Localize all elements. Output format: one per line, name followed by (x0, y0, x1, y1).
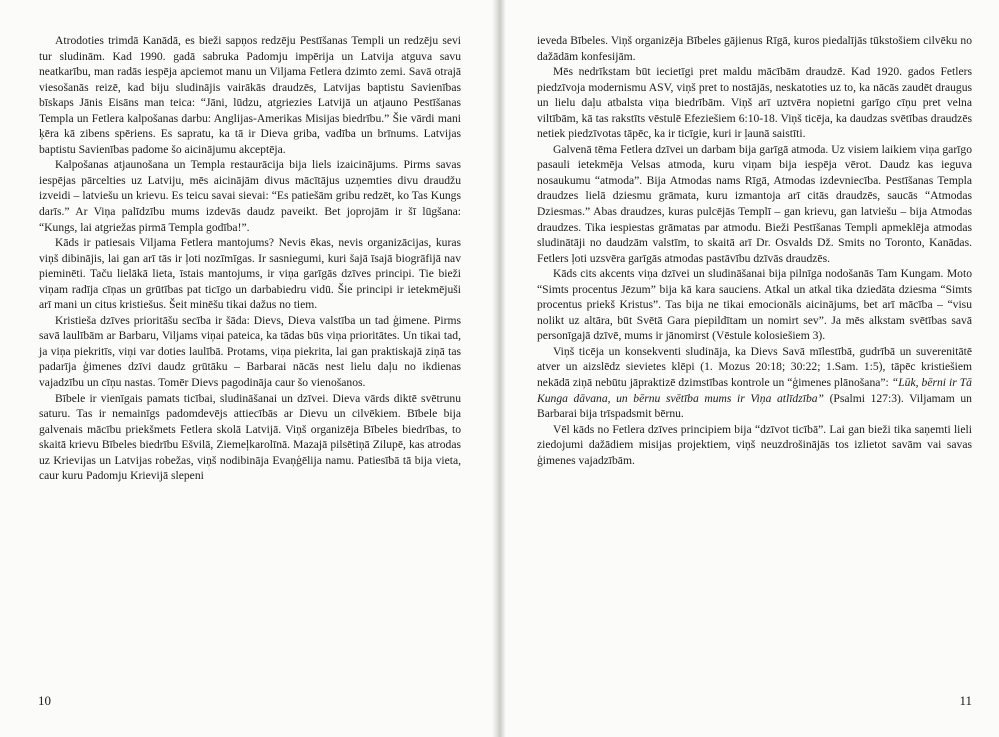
scripture-reference: (Psalmi 127:3). Viljamam un Barbarai bija trīspadsmit bērnu. (537, 391, 972, 421)
left-page (0, 0, 497, 737)
paragraph-text: Viņš ticēja un konsekventi sludināja, ka Dievs Savā mīlestībā, gudrībā un suverenitātē atver un aizslēdz sievietes klēpi (1. Mozus 20:18; 30:22; 1.Sam. 1:5), tāpēc kristiešiem nekādā ziņā nebūtu jāpraktizē dzimstības kontrole un “ģimenes plānošana”: (537, 344, 972, 390)
right-page (497, 0, 999, 737)
paragraph: Mēs nedrīkstam būt iecietīgi pret maldu mācībām draudzē. Kad 1920. gados Fetlers piedzīvoja modernismu ASV, viņš pret to nostājās, neskatoties uz to, ka nācās zaudēt draugus un lielu daļu atbalsta viņa biedrībām. Viņš arī uztvēra nopietni garīgo cīņu pret velna viltībām, kā tas rakstīts vēstulē Efeziešiem 6:10-18. Viņš ticēja, ka daudzas svētības draudzēs netiek piedzīvotas tāpēc, ka ir ticīgie, kuri ir ļaunā saistīti. (537, 65, 972, 141)
paragraph: Vēl kāds no Fetlera dzīves principiem bija “dzīvot ticībā”. Lai gan bieži tika saņemti lieli ziedojumi dažādiem misijas projektiem, viņš neuzdrošinājās tos izlietot savām vai savas ģimenes vajadzībām. (537, 422, 972, 467)
paragraph: Kristieša dzīves prioritāšu secība ir šāda: Dievs, Dieva valstība un tad ģimene. Pirms savā laulībām ar Barbaru, Viljams viņai pateica, ka tādas būs viņa prioritātes. Un tikai tad, ja viņa piekritīs, viņi var doties laulībā. Protams, viņa piekrita, lai gan praktiskajā ziņā tas padarīja ģimenes dzīvi daudz grūtāku – Barbarai nācās nest lielu daļu no ikdienas vajadzību un cīņu nastas. Tomēr Dievs pagodināja caur šo vienošanos. (39, 313, 461, 390)
paragraph: Galvenā tēma Fetlera dzīvei un darbam bija garīgā atmoda. Uz visiem laikiem viņa garīgo pasauli ietekmēja Velsas atmoda, kuru viņam bija iespēja vērot. Daudz kas ieguva nosaukumu “atmoda”. Bija Atmodas nams Rīgā, Atmodas izdevniecība. Pestīšanas Templa draudzes lielā dziesmu grāmata, kuru izmantoja arī citās draudzēs, saucās “Atmodas Dziesmas.” Abas draudzes, kuras pulcējās Templī – gan krievu, gan latviešu – bija Atmodas draudzes. Tika iespiestas grāmatas par atmodu. Bieži Pestīšanas Templi apmeklēja atmodas sludinātāji no daudzām valstīm, to skaitā arī Dr. Osvalds Dž. Smits no Toronto, Kanādas. Fetlers ļoti uzsvēra garīgās atmodas pastāvību dzīvās draudzēs. (537, 142, 972, 265)
paragraph: Kāds cits akcents viņa dzīvei un sludināšanai bija pilnīga nodošanās Tam Kungam. Moto “Simts procentus Jēzum” bija kā kara sauciens. Atkal un atkal tika dziedāta dziesma “Simts procentus priekš Kristus”. Tas bija ne tikai emocionāls aicinājums, bet arī mācība – “visu nolikt uz altāra, būt Svētā Gara piepildītam un nomirt sev”. Ja mēs alkstam svētības savā personīgajā dzīvē, mums ir jānomirst (Vēstule kolosiešiem 3). (537, 267, 972, 343)
page-number: 11 (959, 693, 972, 708)
paragraph: Bībele ir vienīgais pamats ticībai, sludināšanai un dzīvei. Dieva vārds diktē svētrunu saturu. Tas ir nemainīgs padomdevējs attiecībās ar Dievu un cilvēkiem. Bībele bija galvenais mācību priekšmets Fetlera skolā Latvijā. Viņš organizēja Bībeles biedrības, to skaitā krievu Bībeles biedrību Ešvilā, Ziemeļkarolīnā. Mazajā pilsētiņā Zilupē, kas atrodas uz Krievijas un Latvijas robežas, viņš nodibināja Evaņģēlija namu. Patiesībā tā bija vieta, caur kuru Padomju Krievijā slepeni (39, 391, 461, 483)
paragraph: Kāds ir patiesais Viljama Fetlera mantojums? Nevis ēkas, nevis organizācijas, kuras viņš dibinājis, lai gan arī tās ir ļoti nozīmīgas. Ir sasniegumi, kuri šajā īsajā biogrāfijā nav pieminēti. Taču lielākā lieta, īstais mantojums, ir viņa garīgās dzīves principi. Tie bieži viņam radīja cīņas un grūtības pat ticīgo un darbabiedru vidū. Šie principi ir ietekmējuši arī mani un citus kristiešus. Šeit minēšu tikai dažus no tiem. (39, 236, 461, 312)
paragraph-continuation: ieveda Bībeles. Viņš organizēja Bībeles gājienus Rīgā, kuros piedalījās tūkstošiem cilvēku no dažādām konfesijām. (537, 34, 972, 63)
scripture-quote: “Lūk, bērni ir Tā Kunga dāvana, un bērnu svētība mums ir Viņa atlīdzība” (537, 376, 972, 405)
page-number: 10 (38, 693, 51, 708)
book-gutter (492, 0, 506, 737)
paragraph: Kalpošanas atjaunošana un Templa restaurācija bija liels izaicinājums. Pirms savas iespējas pārcelties uz Latviju, mēs aicinājām divus mācītājus uzņemties divu draudžu izveidi – latviešu un krievu. Es teicu savai sievai: “Es patiešām gribu redzēt, ko Tas Kungs darīs.” Ar Viņa palīdzību mums izdevās daudz paveikt. Bet joprojām ir šī lūgšana: “Kungs, lai atgriežas pirmā Templa godība!”. (39, 158, 461, 234)
paragraph: Atrodoties trimdā Kanādā, es bieži sapņos redzēju Pestīšanas Templi un redzēju sevi tur sludinām. Kad 1990. gadā sabruka Padomju impērija un Latvija atguva savu neatkarību, man radās iespēja apciemot manu un Viljama Fetlera dzimto zemi. Savā otrajā viesošanās reizē, kad biju sludinājis vairākās draudzēs, Latvijas baptistu Savienības bīskaps Jānis Eisāns man teica: “Jāni, lūdzu, atgriezies Latvijā un atjauno Pestīšanas Templa un Fetlera kalpošanas darbu: Anglijas-Amerikas Misijas biedrību.” Šie vārdi mani ķēra kā zibens spēriens. Es sapratu, ka tā ir Dieva griba, vadība un brīnums. Latvijas baptistu Savienības padome šo aicinājumu akceptēja. (39, 34, 461, 156)
paragraph-with-quote (537, 344, 972, 422)
